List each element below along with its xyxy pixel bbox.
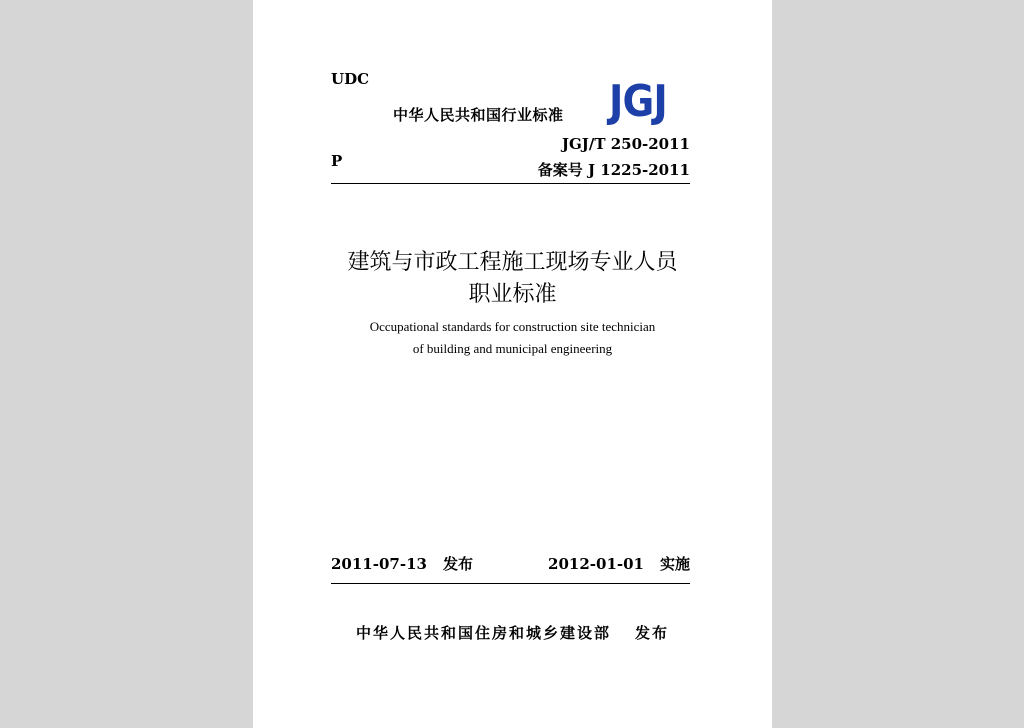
title-chinese-line2: 职业标准 bbox=[468, 282, 557, 307]
header-divider bbox=[331, 183, 690, 184]
issuer-action: 发布 bbox=[635, 624, 670, 642]
footer-divider bbox=[331, 583, 690, 584]
issue-label: 发布 bbox=[442, 555, 473, 573]
implement-label: 实施 bbox=[659, 555, 690, 573]
implement-date: 2012-01-01 bbox=[548, 555, 644, 573]
issue-date-block bbox=[331, 553, 473, 574]
title-chinese-line1: 建筑与市政工程施工现场专业人员 bbox=[347, 250, 678, 275]
jgj-logo: JGJ bbox=[609, 76, 667, 127]
udc-label: UDC bbox=[331, 70, 370, 88]
issue-date: 2011-07-13 bbox=[331, 555, 427, 573]
title-english-line1: Occupational standards for construction site technician bbox=[369, 319, 656, 334]
implement-date-block bbox=[548, 553, 690, 574]
filing-number: 备案号 J 1225-2011 bbox=[537, 161, 690, 179]
issuer-line bbox=[253, 622, 772, 643]
issuer-name: 中华人民共和国住房和城乡建设部 bbox=[355, 624, 611, 642]
classification-label: P bbox=[331, 152, 343, 170]
document-cover-page bbox=[253, 0, 772, 728]
title-english-line2: of building and municipal engineering bbox=[412, 341, 613, 356]
standard-number: JGJ/T 250-2011 bbox=[561, 135, 690, 153]
industry-standard-label: 中华人民共和国行业标准 bbox=[393, 106, 564, 124]
